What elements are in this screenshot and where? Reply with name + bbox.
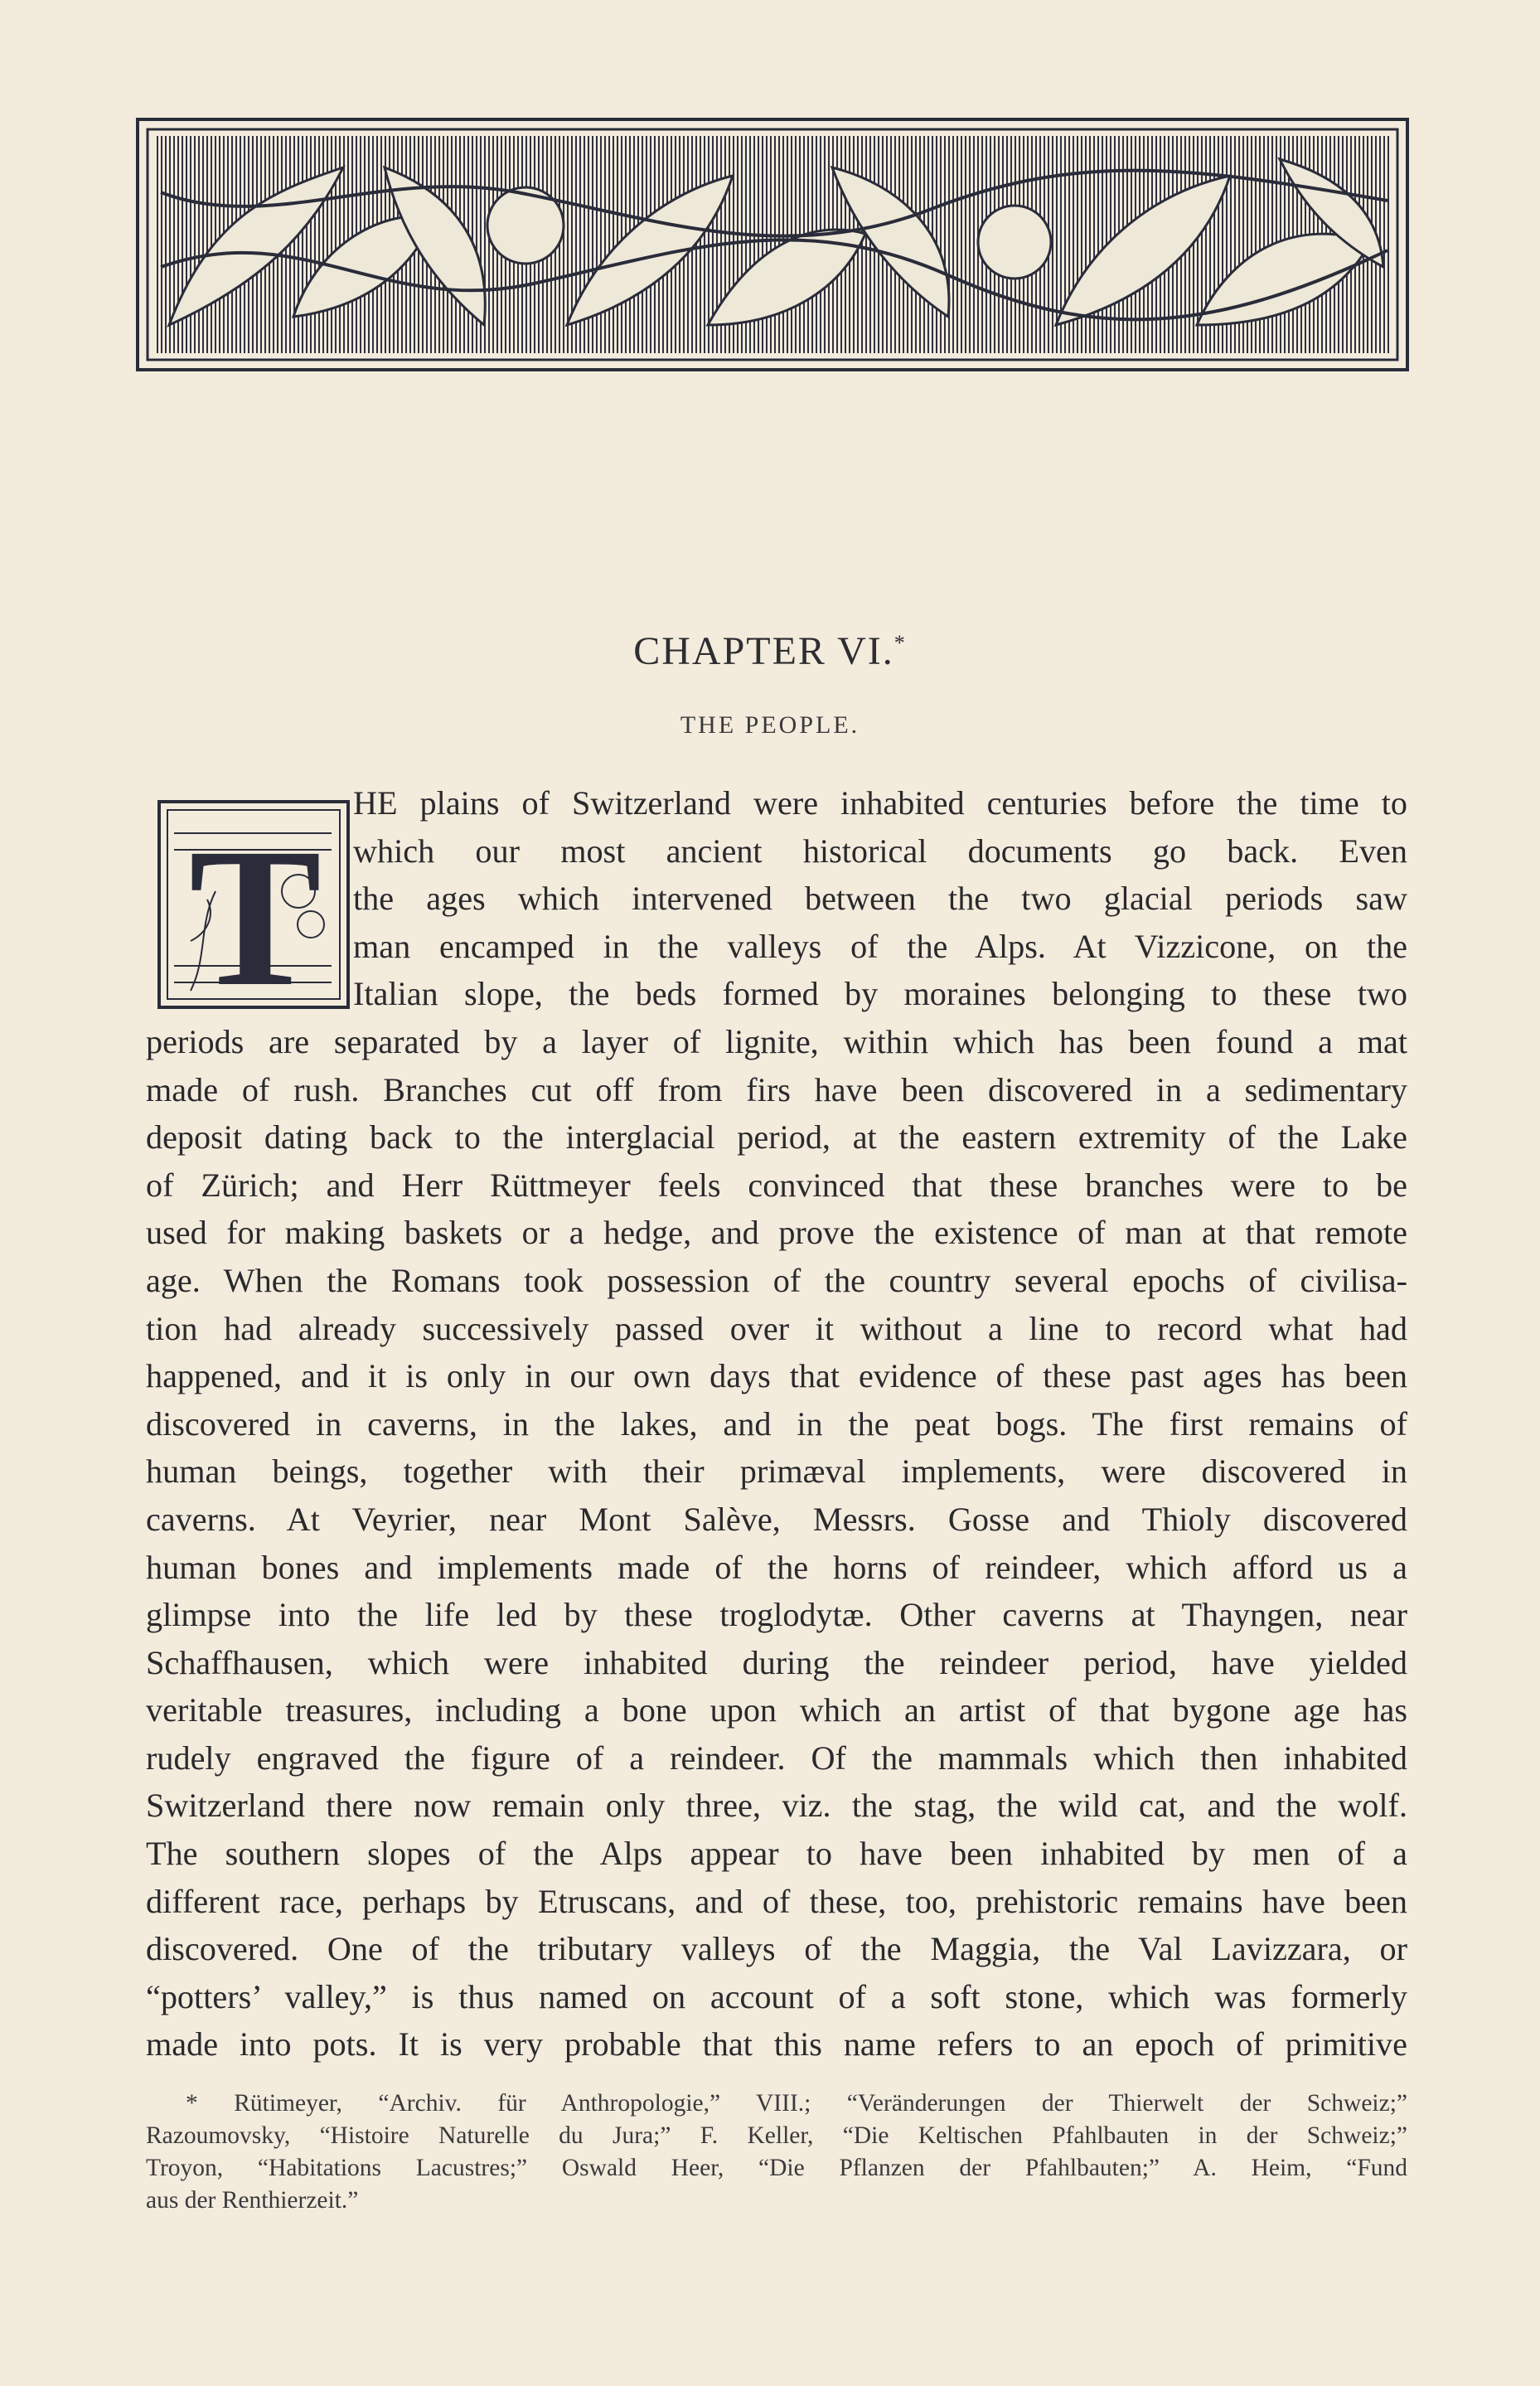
text-line: made of rush. Branches cut off from firs have been discovered in a sedimentary <box>146 1070 1407 1108</box>
text-line: age. When the Romans took possession of the country several epochs of civilisa- <box>146 1261 1407 1299</box>
text-line: The southern slopes of the Alps appear to have been inhabited by men of a <box>146 1835 1407 1873</box>
text-line: Italian slope, the beds formed by moraines belonging to these two <box>353 975 1407 1013</box>
text-line: periods are separated by a layer of lignite, within which has been found a mat <box>146 1022 1407 1060</box>
text-line: discovered. One of the tributary valleys of the Maggia, the Val Lavizzara, or <box>146 1930 1407 1968</box>
text-line: tion had already successively passed over it without a line to record what had <box>146 1309 1407 1347</box>
text-line: made into pots. It is very probable that this name refers to an epoch of primitive <box>146 2025 1407 2064</box>
text-line: “potters’ valley,” is thus named on account of a soft stone, which was formerly <box>146 1977 1407 2015</box>
text-line: human beings, together with their primæval implements, were discovered in <box>146 1452 1407 1491</box>
text-line: glimpse into the life led by these troglodytæ. Other caverns at Thayngen, near <box>146 1596 1407 1634</box>
text-line: man encamped in the valleys of the Alps. At Vizzicone, on the <box>353 927 1407 965</box>
text-line: caverns. At Veyrier, near Mont Salève, Messrs. Gosse and Thioly discovered <box>146 1500 1407 1538</box>
text-line: Schaffhausen, which were inhabited during the reindeer period, have yielded <box>146 1643 1407 1681</box>
footnote-line: Troyon, “Habitations Lacustres;” Oswald Heer, “Die Pflanzen der Pfahlbauten;” A. Heim, “Fund <box>146 2155 1407 2181</box>
text-line: discovered in caverns, in the lakes, and in the peat bogs. The first remains of <box>146 1404 1407 1443</box>
text-line: Switzerland there now remain only three, viz. the stag, the wild cat, and the wolf. <box>146 1787 1407 1825</box>
text-line: HE plains of Switzerland were inhabited centuries before the time to <box>353 784 1407 822</box>
text-line: the ages which intervened between the two glacial periods saw <box>353 880 1407 918</box>
footnote-line: Razoumovsky, “Histoire Naturelle du Jura;” F. Keller, “Die Keltischen Pfahlbauten in der Schweiz;” <box>146 2122 1407 2149</box>
floral-ornament-icon <box>136 118 1409 371</box>
text-line: used for making baskets or a hedge, and prove the existence of man at that remote <box>146 1214 1407 1252</box>
ornamental-header-band <box>136 118 1409 371</box>
text-line: of Zürich; and Herr Rüttmeyer feels convinced that these branches were to be <box>146 1166 1407 1204</box>
footnote-marker: * <box>893 631 907 655</box>
text-line: happened, and it is only in our own days that evidence of these past ages has been <box>146 1357 1407 1395</box>
drop-cap-letter: T <box>188 807 322 1009</box>
text-line: different race, perhaps by Etruscans, and of these, too, prehistoric remains have been <box>146 1882 1407 1920</box>
chapter-title-text: CHAPTER VI. <box>633 629 894 673</box>
text-line: veritable treasures, including a bone upon which an artist of that bygone age has <box>146 1691 1407 1729</box>
footnote-block <box>146 2088 1407 2217</box>
footnote-line: * Rütimeyer, “Archiv. für Anthropologie,” VIII.; “Veränderungen der Thierwelt der Schweiz;” <box>186 2090 1407 2117</box>
text-line: rudely engraved the figure of a reindeer. Of the mammals which then inhabited <box>146 1739 1407 1777</box>
text-line: which our most ancient historical documents go back. Even <box>353 832 1407 870</box>
chapter-subtitle: THE PEOPLE. <box>680 711 860 739</box>
chapter-title <box>0 628 1540 674</box>
footnote-line: aus der Renthierzeit.” <box>146 2187 359 2214</box>
body-paragraph <box>146 779 1407 2068</box>
text-line: human bones and implements made of the horns of reindeer, which afford us a <box>146 1548 1407 1586</box>
text-line: deposit dating back to the interglacial period, at the eastern extremity of the Lake <box>146 1118 1407 1157</box>
